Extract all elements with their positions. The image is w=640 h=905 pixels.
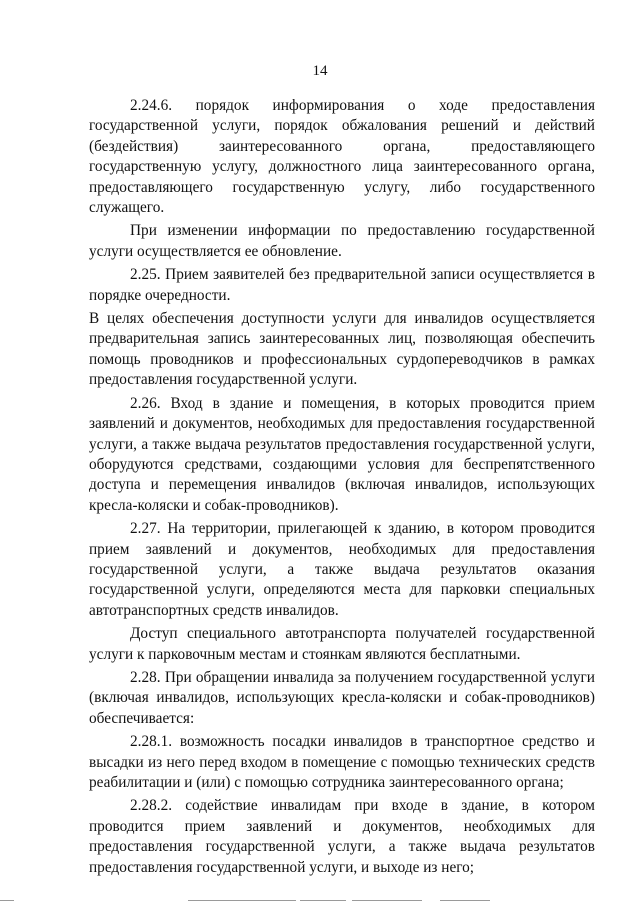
scan-edge-marks [0, 896, 640, 904]
paragraph-2-28-2: 2.28.2. содействие инвалидам при входе в здание, в котором проводится прием заявлений и документов, необходимых для предоставления государственной услуги, а также выдача результатов предоставления государственной услуги, и выходе из него; [89, 797, 595, 876]
paragraph-parking-access: Доступ специального автотранспорта получателей государственной услуги к парковочным местам и стоянкам являются бесплатными. [89, 625, 595, 663]
paragraph-2-26: 2.26. Вход в здание и помещения, в которых проводится прием заявлений и документов, необходимых для предоставления государственной услуги, а также выдача результатов предоставления государственной услуги, оборудуются средствами, создающими условия для беспрепятственного доступа и перемещения инвалидов (включая инвалидов, использующих кресла-коляски и собак-проводников). [89, 394, 595, 514]
paragraph-2-28: 2.28. При обращении инвалида за получением государственной услуги (включая инвалидов, использующих кресла-коляски и собак-проводников) обеспечивается: [89, 668, 595, 727]
paragraph-2-27: 2.27. На территории, прилегающей к зданию, в котором проводится прием заявлений и документов, необходимых для предоставления государственной услуги, а также выдача результатов оказания государственной услуги, определяются места для парковки специальных автотранспортных средств инвалидов. [89, 520, 595, 619]
page-number: 14 [312, 63, 328, 79]
paragraph-2-25: 2.25. Прием заявителей без предварительной записи осуществляется в порядке очередности. [89, 266, 595, 304]
paragraph-2-28-1: 2.28.1. возможность посадки инвалидов в транспортное средство и высадки из него перед входом в помещение с помощью технических средств реабилитации и (или) с помощью сотрудника заинтересованного органа; [89, 733, 595, 791]
paragraph-2-24-6: 2.24.6. порядок информирования о ходе предоставления государственной услуги, порядок обжалования решений и действий (бездействия) заинтересованного органа, предоставляющего государственную услугу, должностного лица заинтересованного органа, предоставляющего государственную услугу, либо государственного служащего. [89, 97, 595, 217]
document-body [89, 96, 595, 878]
paragraph-info-update: При изменении информации по предоставлению государственной услуги осуществляется ее обновление. [89, 222, 595, 260]
paragraph-pre-registration: В целях обеспечения доступности услуги для инвалидов осуществляется предварительная запись заинтересованных лиц, позволяющая обеспечить помощь проводников и профессиональных сурдопереводчиков в рамках предоставления государственной услуги. [89, 310, 595, 389]
